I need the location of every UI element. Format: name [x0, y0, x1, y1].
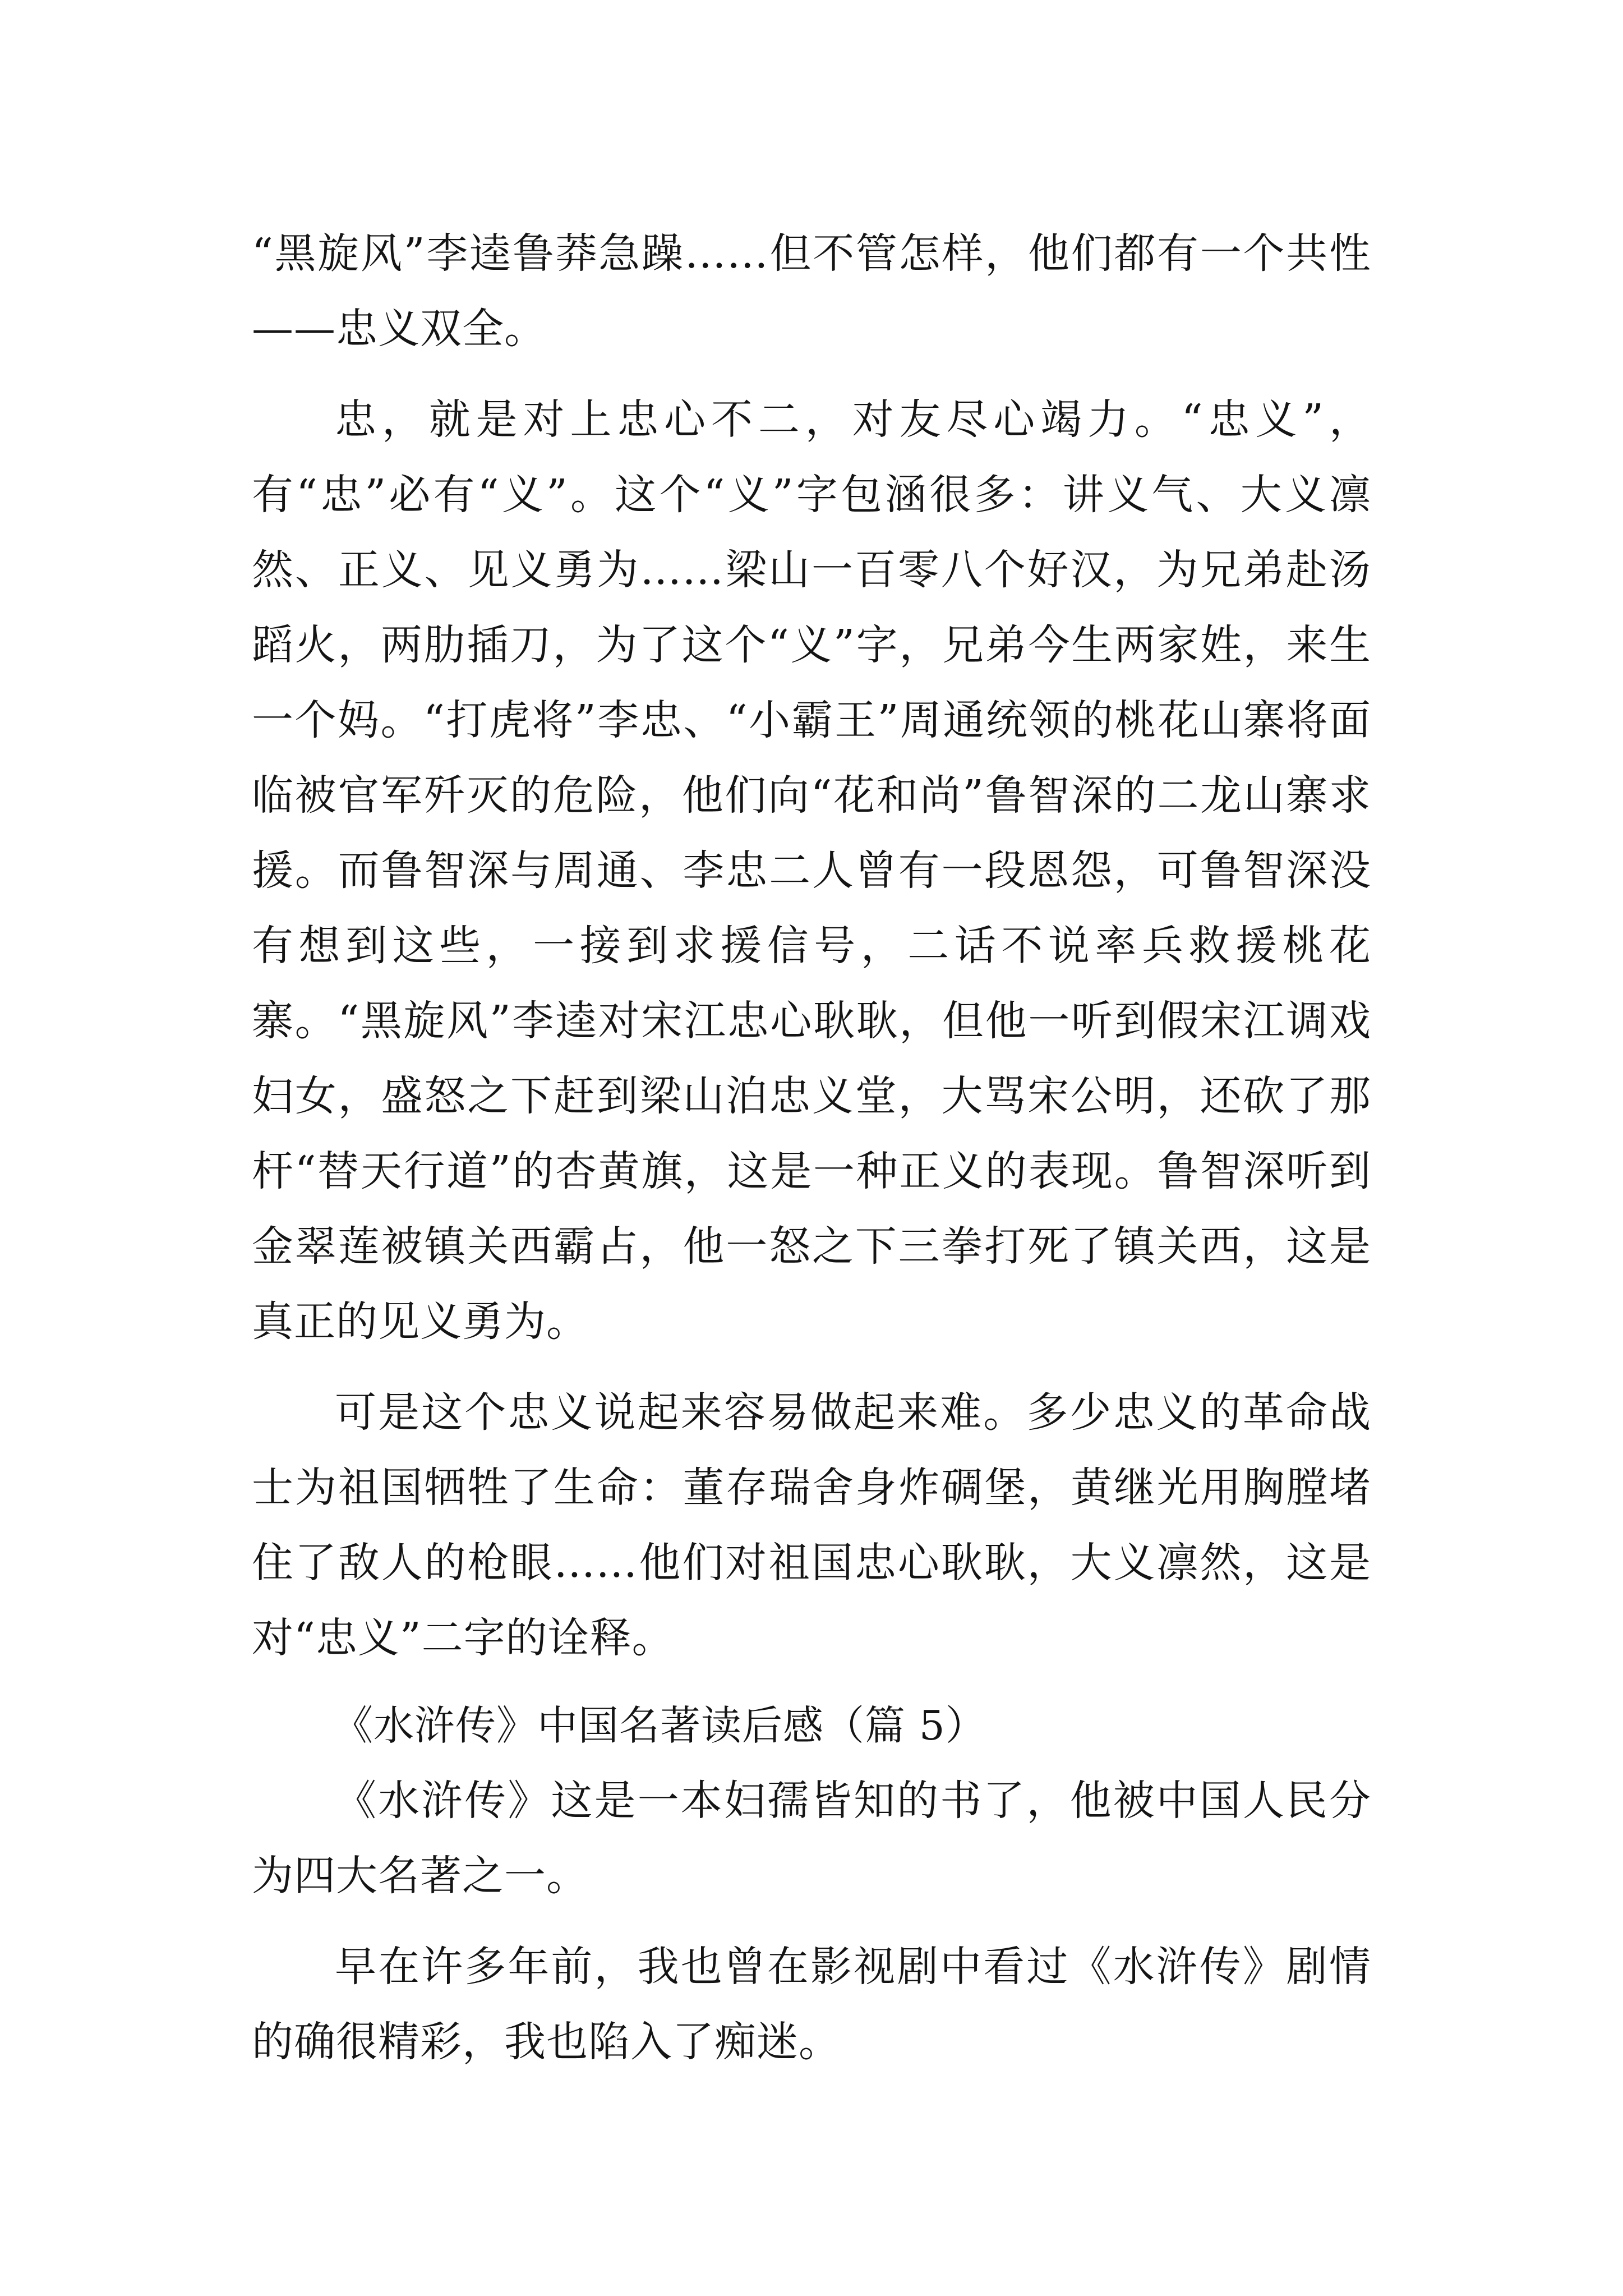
paragraph-1: “黑旋风”李逵鲁莽急躁……但不管怎样，他们都有一个共性——忠义双全。	[252, 229, 1371, 353]
paragraph-4: 《水浒传》这是一本妇孺皆知的书了，他被中国人民分为四大名著之一。	[252, 1777, 1371, 1900]
paragraph-2: 忠，就是对上忠心不二，对友尽心竭力。“忠义”，有“忠”必有“义”。这个“义”字包涵很多：讲义气、大义凛然、正义、见义勇为……梁山一百零八个好汉，为兄弟赴汤蹈火，两肋插刀，为了这个“义”字，兄弟今生两家姓，来生一个妈。“打虎将”李忠、“小霸王”周通统领的桃花山寨将面临被官军歼灭的危险，他们向“花和尚”鲁智深的二龙山寨求援。而鲁智深与周通、李忠二人曾有一段恩怨，可鲁智深没有想到这些，一接到求援信号，二话不说率兵救援桃花寨。“黑旋风”李逵对宋江忠心耿耿，但他一听到假宋江调戏妇女，盛怒之下赶到梁山泊忠义堂，大骂宋公明，还砍了那杆“替天行道”的杏黄旗，这是一种正义的表现。鲁智深听到金翠莲被镇关西霸占，他一怒之下三拳打死了镇关西，这是真正的见义勇为。	[252, 395, 1371, 1346]
paragraph-5: 早在许多年前，我也曾在影视剧中看过《水浒传》剧情的确很精彩，我也陷入了痴迷。	[252, 1943, 1371, 2066]
section-heading: 《水浒传》中国名著读后感（篇 5）	[333, 1702, 986, 1749]
paragraph-3: 可是这个忠义说起来容易做起来难。多少忠义的革命战士为祖国牺牲了生命：董存瑞舍身炸碉堡，黄继光用胸膛堵住了敌人的枪眼……他们对祖国忠心耿耿，大义凛然，这是对“忠义”二字的诠释。	[252, 1388, 1371, 1662]
document-body	[252, 216, 1371, 2079]
